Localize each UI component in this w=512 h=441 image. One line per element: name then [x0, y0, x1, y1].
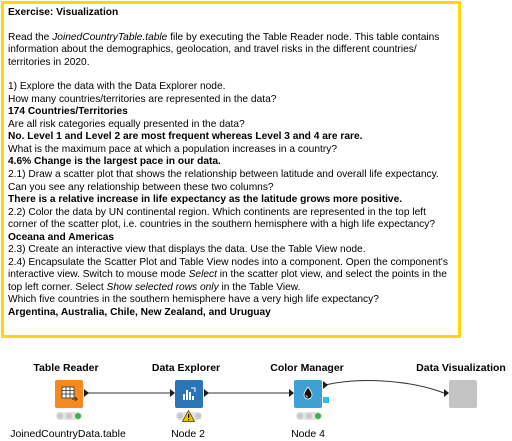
answer-5: Oceana and Americas	[8, 231, 115, 243]
question-6: 2.3) Create an interactive view that displays the data. Use the Table View node.	[8, 244, 366, 256]
node-label[interactable]: Node 4	[291, 428, 325, 440]
question-4b: Can you see any relationship between these two columns?	[8, 181, 274, 193]
question-3: What is the maximum pace at which a population increases in a country?	[8, 143, 337, 155]
question-4a: 2.1) Draw a scatter plot that shows the relationship between latitude and overall life expectancy.	[8, 169, 439, 181]
answer-7: Argentina, Australia, Chile, New Zealand, and Uruguay	[8, 307, 271, 319]
status-light-yellow	[306, 413, 312, 419]
node-title: Data Explorer	[151, 362, 221, 374]
warning-icon[interactable]	[182, 410, 195, 422]
answer-2: No. Level 1 and Level 2 are most frequent whereas Level 3 and 4 are rare.	[8, 131, 363, 143]
q7b-italic: Select	[188, 269, 217, 281]
question-2: Are all risk categories equally presented in the data?	[8, 118, 245, 130]
q7b-text: interactive view. Switch to mouse mode	[8, 269, 189, 281]
node-title: Color Manager	[270, 362, 344, 374]
question-7a: 2.4) Encapsulate the Scatter Plot and Table View nodes into a component. Open the component's	[8, 256, 448, 268]
q7c-text: top left corner. Select	[8, 281, 107, 293]
output-port-data[interactable]	[323, 381, 328, 389]
annotation-intro-line-2: information about the demographics, geolocation, and travel risks in the different countries/	[8, 44, 417, 56]
answer-4: There is a relative increase in life expectancy as the latitude grows more positive.	[8, 194, 403, 206]
annotation-intro-line-3: territories in 2020.	[8, 56, 90, 68]
status-light-red	[297, 413, 303, 419]
status-light-green	[195, 413, 201, 419]
node-body[interactable]	[294, 380, 322, 408]
intro-text: Read the	[8, 31, 53, 43]
color-manager-icon	[294, 380, 322, 408]
question-5a: 2.2) Color the data by UN continental region. Which continents are represented in the top left	[8, 206, 426, 218]
output-port-color-model[interactable]	[323, 397, 329, 403]
q7c-text-cont: in the Table View.	[218, 281, 301, 293]
intro-text-cont: file by executing the Table Reader node. This table contains	[167, 31, 440, 43]
node-title: Data Visualization	[416, 362, 506, 374]
status-light-green	[315, 413, 321, 419]
question-7d: Which five countries in the southern hemisphere have a very high life expectancy?	[8, 294, 379, 306]
status-traffic-light	[56, 412, 82, 420]
annotation-title: Exercise: Visualization	[8, 7, 119, 18]
intro-file-name: JoinedCountryTable.table	[52, 31, 168, 43]
data-explorer-icon	[175, 380, 203, 408]
status-traffic-light	[296, 412, 322, 420]
node-body[interactable]	[175, 380, 203, 408]
question-1a: 1) Explore the data with the Data Explorer node.	[8, 81, 226, 93]
node-label[interactable]: Node 2	[171, 428, 205, 440]
answer-1: 174 Countries/Territories	[8, 106, 128, 118]
node-body[interactable]	[55, 380, 83, 408]
component-body[interactable]	[449, 380, 477, 408]
connection-4-viz[interactable]	[325, 381, 444, 393]
table-reader-icon	[55, 380, 83, 408]
output-port[interactable]	[204, 389, 209, 397]
question-1b: How many countries/territories are represented in the data?	[8, 93, 277, 105]
q7c-italic: Show selected rows only	[106, 281, 219, 293]
status-light-red	[57, 413, 63, 419]
node-title: Table Reader	[33, 362, 99, 374]
status-light-yellow	[66, 413, 72, 419]
status-light-green	[75, 413, 81, 419]
q7b-text-cont: in the scatter plot view, and select the points in the	[216, 269, 447, 281]
answer-3: 4.6% Change is the largest pace in our data.	[8, 156, 221, 168]
node-label[interactable]: JoinedCountryData.table	[10, 428, 126, 440]
output-port[interactable]	[84, 389, 89, 397]
question-5b: corner of the scatter plot, i.e. countries in the southern hemisphere with a high life expectancy?	[8, 219, 435, 231]
